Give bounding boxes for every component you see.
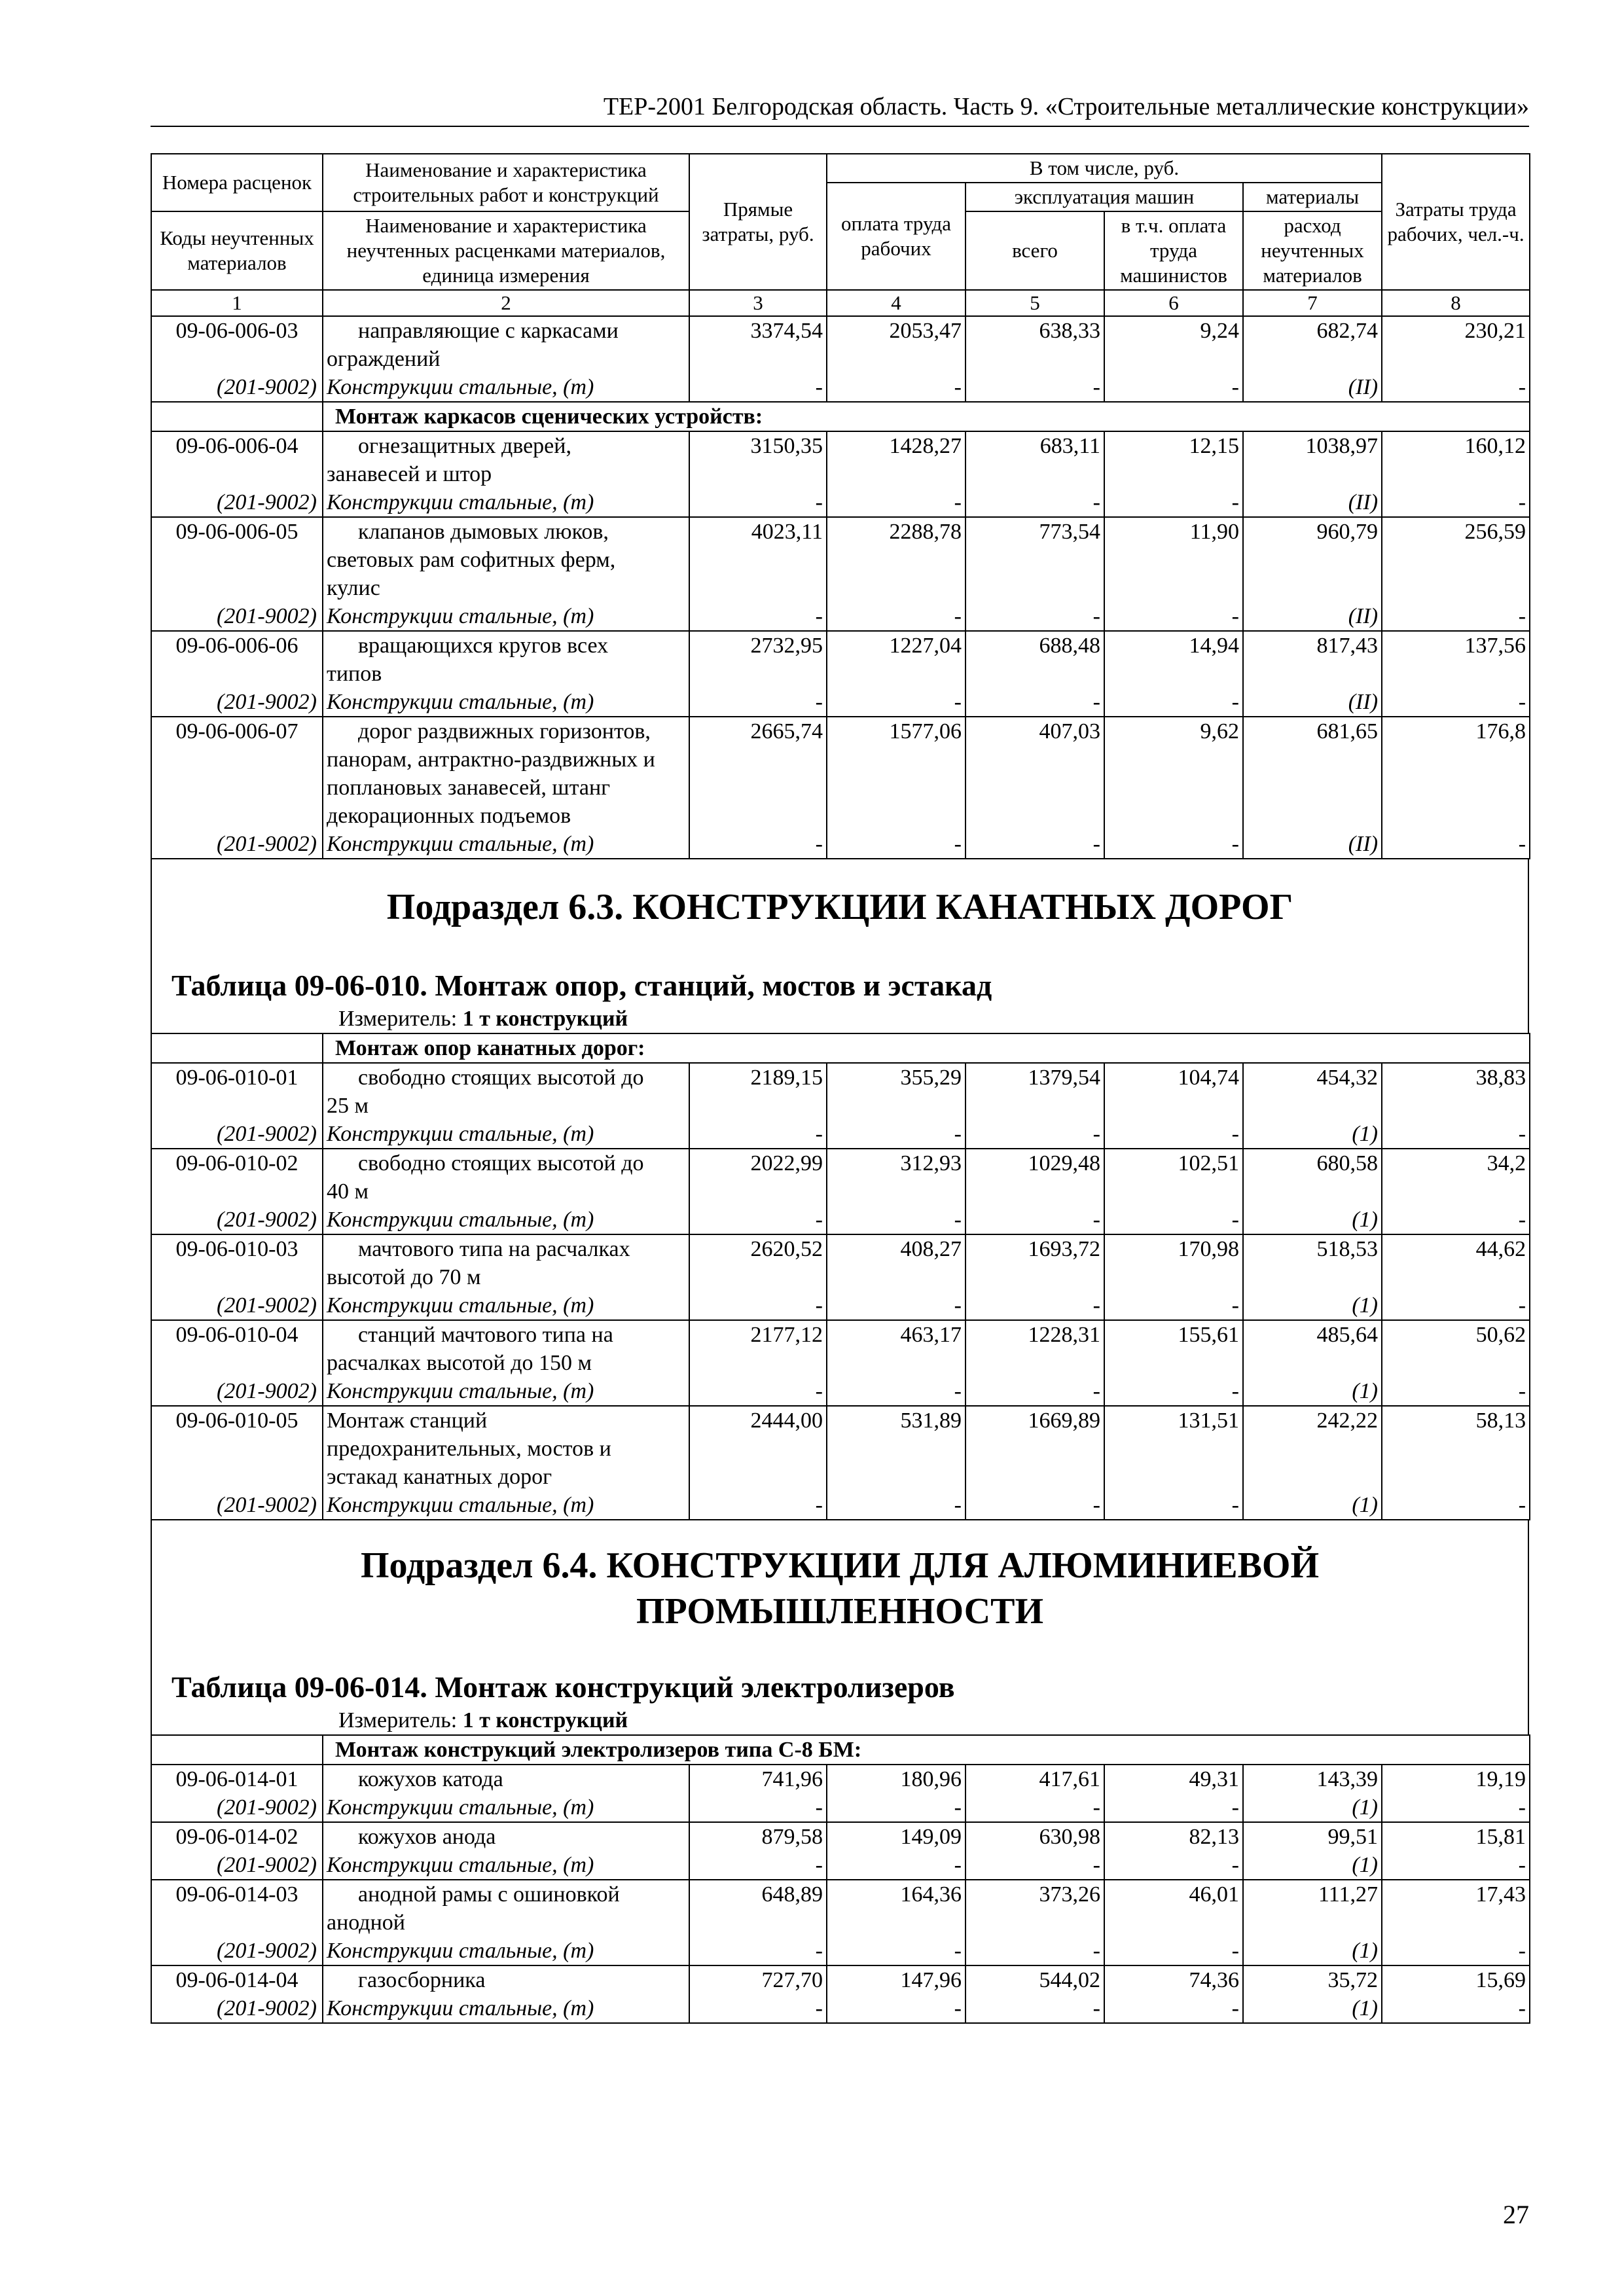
subsection-title: Подраздел 6.4. КОНСТРУКЦИИ ДЛЯ АЛЮМИНИЕВОЙ ПРОМЫШЛЕННОСТИ — [360, 1545, 1320, 1632]
material-row: (201-9002) Конструкции стальные, (т) - - - - (1) - — [151, 1994, 1530, 2023]
measure-unit: Измеритель: 1 т конструкций — [338, 1007, 628, 1031]
material-row: (201-9002) Конструкции стальные, (т) - - - - (1) - — [151, 1491, 1530, 1520]
col-direct-costs-header: Прямые затраты, руб. — [689, 154, 827, 290]
material-row: (201-9002) Конструкции стальные, (т) - - - - (1) - — [151, 1937, 1530, 1965]
col-material-consumption-header: расход неучтенных материалов — [1243, 211, 1382, 290]
col-work-name-header: Наименование и характеристика строительных работ и конструкций — [323, 154, 689, 211]
material-row: (201-9002) Конструкции стальные, (т) - - - - (II) - — [151, 602, 1530, 631]
material-row: (201-9002) Конструкции стальные, (т) - - - - (II) - — [151, 488, 1530, 517]
page-header: ТЕР-2001 Белгородская область. Часть 9. «Строительные металлические конструкции» — [151, 92, 1529, 127]
col-worker-pay-header: оплата труда рабочих — [827, 183, 965, 290]
table-row: 09-06-014-02 кожухов анода 879,58 149,09 630,98 82,13 99,51 15,81 — [151, 1822, 1530, 1851]
material-row: (201-9002) Конструкции стальные, (т) - - - - (1) - — [151, 1377, 1530, 1406]
col-machinist-pay-header: в т.ч. оплата труда машинистов — [1104, 211, 1243, 290]
col-material-codes-header: Коды неучтенных материалов — [151, 211, 323, 290]
col-including-header: В том числе, руб. — [827, 154, 1382, 183]
table-row: 09-06-010-03 мачтового типа на расчалках 2620,52 408,27 1693,72 170,98 518,53 44,62 — [151, 1234, 1530, 1263]
group-heading: Монтаж опор канатных дорог: — [151, 1033, 1530, 1063]
material-row: (201-9002) Конструкции стальные, (т) - - - - (1) - — [151, 1291, 1530, 1320]
material-row: (201-9002) Конструкции стальные, (т) - - - - (1) - — [151, 1851, 1530, 1880]
table-row: 09-06-006-03 направляющие с каркасами 3374,54 2053,47 638,33 9,24 682,74 230,21 — [151, 316, 1530, 345]
page-number: 27 — [1503, 2200, 1529, 2229]
subsection-title: Подраздел 6.3. КОНСТРУКЦИИ КАНАТНЫХ ДОРОГ — [386, 887, 1293, 927]
col-machines-total-header: всего — [965, 211, 1104, 290]
table-row: 09-06-014-04 газосборника 727,70 147,96 544,02 74,36 35,72 15,69 — [151, 1965, 1530, 1994]
rates-table-2: Монтаж опор канатных дорог: 09-06-010-01 свободно стоящих высотой до 2189,15 355,29 1379,54 104,74 454,32 38,83 25 м (201-9002) Конструкции стальные, (т) - - - - (1) - 09-06-010-02 свободно стоящих высотой до 2022,99 312,93 1029,48 102,51 680,58 34,2 40 м (201-9002) Конструкции стальные, (т) - - - - (1) - 09-06-010-03 мачтового типа на расчалках 2620,52 408,27 1693,72 170,98 518,53 44,62 высотой до 70 м (201-9002) Конструкции стальные, (т) - - - - (1) - 09-06-010-04 станций мачтового типа на 2177,12 463,17 1228,31 155,61 485,64 50,62 расчалках высотой до 150 м (201-9002) Конструкции стальные, (т) - - - - (1) - 09-06-010-05 Монтаж станций 2444,00 531,89 1669,89 131,51 242,22 58,13 предохранительных, мостов и эстакад канатных дорог (201-9002) Конструкции стальные, (т) - - - - (1) - — [151, 1033, 1530, 1520]
table-row: 09-06-010-04 станций мачтового типа на 2177,12 463,17 1228,31 155,61 485,64 50,62 — [151, 1320, 1530, 1349]
table-row: 09-06-006-05 клапанов дымовых люков, 4023,11 2288,78 773,54 11,90 960,79 256,59 — [151, 517, 1530, 546]
table-row: 09-06-006-04 огнезащитных дверей, 3150,35 1428,27 683,11 12,15 1038,97 160,12 — [151, 431, 1530, 460]
material-row: (201-9002) Конструкции стальные, (т) - - - - (1) - — [151, 1120, 1530, 1149]
material-row: (201-9002) Конструкции стальные, (т) - - - - (II) - — [151, 688, 1530, 717]
table-row: 09-06-010-05 Монтаж станций 2444,00 531,89 1669,89 131,51 242,22 58,13 — [151, 1406, 1530, 1435]
subsection-6-3 — [151, 859, 1529, 1033]
table-row: 09-06-006-06 вращающихся кругов всех 2732,95 1227,04 688,48 14,94 817,43 137,56 — [151, 631, 1530, 660]
table-row: 09-06-010-02 свободно стоящих высотой до 2022,99 312,93 1029,48 102,51 680,58 34,2 — [151, 1149, 1530, 1177]
group-heading: Монтаж конструкций электролизеров типа С-8 БМ: — [151, 1735, 1530, 1765]
table-title: Таблица 09-06-010. Монтаж опор, станций, мостов и эстакад — [171, 969, 992, 1002]
table-row: 09-06-006-07 дорог раздвижных горизонтов, 2665,74 1577,06 407,03 9,62 681,65 176,8 — [151, 717, 1530, 745]
table-title: Таблица 09-06-014. Монтаж конструкций электролизеров — [171, 1670, 955, 1704]
subsection-6-4 — [151, 1520, 1529, 1734]
col-material-name-header: Наименование и характеристика неучтенных расценками материалов, единица измерения — [323, 211, 689, 290]
measure-unit: Измеритель: 1 т конструкций — [338, 1708, 628, 1732]
rates-table-1: Номера расценок Наименование и характеристика строительных работ и конструкций Прямые затраты, руб. В том числе, руб. Затраты труда рабочих, чел.-ч. оплата труда рабочих эксплуатация машин материалы Коды неучтенных материалов Наименование и характеристика неучтенных расценками материалов, единица измерения всего в т.ч. оплата труда машинистов расход неучтенных материалов 1 2 3 4 5 6 7 8 09-06-006-03 направляющие с каркасами 3374,54 2053,47 638,33 9,24 682,74 230,21 ограждений (201-9002) Конструкции стальные, (т) - - - - (II) - Монтаж каркасов сценических устройств: 09-06-006-04 огнезащитных дверей, 3150,35 1428,27 683,11 12,15 1038,97 160,12 занавесей и штор (201-9002) Конструкции стальные, (т) - - - - (II) - 09-06-006-05 клапанов дымовых люков, 4023,11 2288,78 773,54 11,90 960,79 256,59 световых рам софитных ферм, кулис (201-9002) Конструкции стальные, (т) - - - - (II) - 09-06-006-06 вращающихся кругов всех 2732,95 1227,04 688,48 14,94 817,43 137,56 типов (201-9002) Конструкции стальные, (т) - - - - (II) - 09-06-006-07 дорог раздвижных горизонтов, 2665,74 1577,06 407,03 9,62 681,65 176,8 панорам, антрактно-раздвижных и поплановых занавесей, штанг декорационных подъемов (201-9002) Конструкции стальные, (т) - - - - (II) - — [151, 153, 1530, 859]
material-row: (201-9002) Конструкции стальные, (т) - - - - (II) - — [151, 830, 1530, 859]
col-labor-costs-header: Затраты труда рабочих, чел.-ч. — [1382, 154, 1530, 290]
column-numbers-row: 1 2 3 4 5 6 7 8 — [151, 290, 1530, 316]
table-row: 09-06-014-01 кожухов катода 741,96 180,96 417,61 49,31 143,39 19,19 — [151, 1765, 1530, 1793]
col-materials-header: материалы — [1243, 183, 1382, 211]
material-row: (201-9002) Конструкции стальные, (т) - - - - (1) - — [151, 1793, 1530, 1822]
table-row: 09-06-010-01 свободно стоящих высотой до 2189,15 355,29 1379,54 104,74 454,32 38,83 — [151, 1063, 1530, 1092]
rates-document — [151, 153, 1529, 2024]
col-machines-header: эксплуатация машин — [965, 183, 1243, 211]
material-row: (201-9002) Конструкции стальные, (т) - - - - (1) - — [151, 1206, 1530, 1234]
group-heading: Монтаж каркасов сценических устройств: — [151, 402, 1530, 431]
material-row: (201-9002) Конструкции стальные, (т) - - - - (II) - — [151, 373, 1530, 402]
col-rate-number-header: Номера расценок — [151, 154, 323, 211]
rates-table-3: Монтаж конструкций электролизеров типа С-8 БМ: 09-06-014-01 кожухов катода 741,96 180,96 417,61 49,31 143,39 19,19 (201-9002) Конструкции стальные, (т) - - - - (1) - 09-06-014-02 кожухов анода 879,58 149,09 630,98 82,13 99,51 15,81 (201-9002) Конструкции стальные, (т) - - - - (1) - 09-06-014-03 анодной рамы с ошиновкой 648,89 164,36 373,26 46,01 111,27 17,43 анодной (201-9002) Конструкции стальные, (т) - - - - (1) - 09-06-014-04 газосборника 727,70 147,96 544,02 74,36 35,72 15,69 (201-9002) Конструкции стальные, (т) - - - - (1) - — [151, 1734, 1530, 2024]
table-row: 09-06-014-03 анодной рамы с ошиновкой 648,89 164,36 373,26 46,01 111,27 17,43 — [151, 1880, 1530, 1909]
